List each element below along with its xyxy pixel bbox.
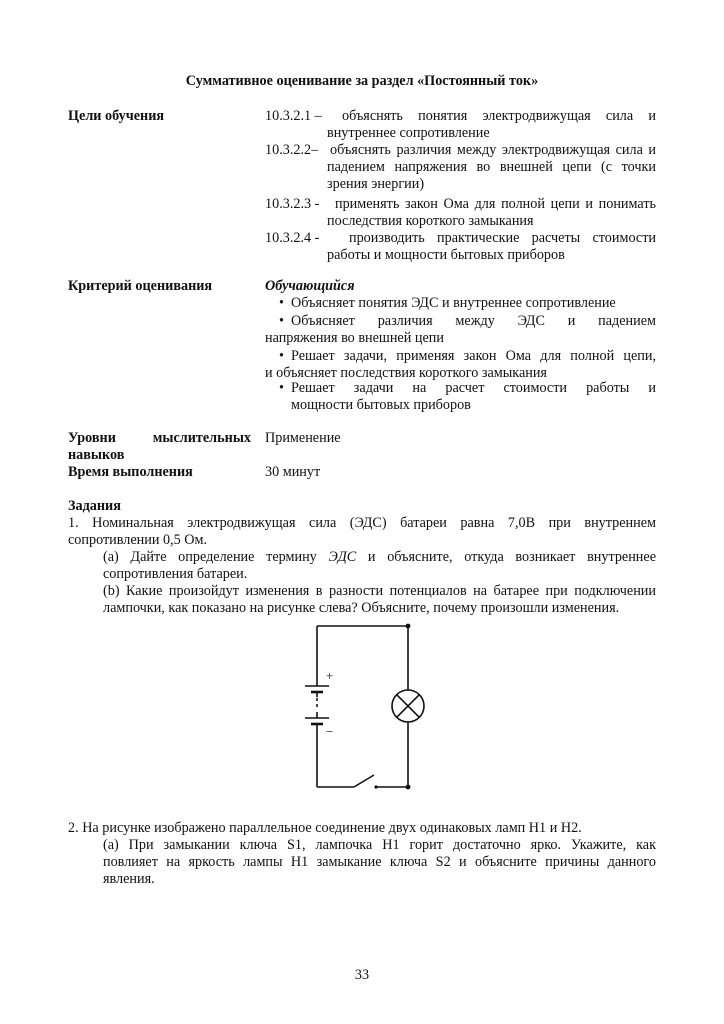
task2-line1: 2. На рисунке изображено параллельное соединение двух одинаковых ламп H1 и H2.: [68, 820, 582, 836]
lamp-icon: [392, 690, 424, 722]
battery-plus-label: +: [326, 668, 334, 683]
tasks-heading: Задания: [68, 498, 121, 514]
criteria-bullet-3-line1: Решает задачи, применяя закон Ома для полной цепи,: [291, 348, 656, 364]
task2-a-line1: (a) При замыкании ключа S1, лампочка H1 горит достаточно ярко. Укажите, как: [103, 837, 656, 853]
goal-3-text-line2: последствия короткого замыкания: [327, 213, 534, 229]
criteria-subject: Обучающийся: [265, 278, 355, 294]
goal-3-text-line1: применять закон Ома для полной цепи и понимать: [335, 196, 656, 212]
switch-blade: [354, 775, 374, 787]
page-title: Суммативное оценивание за раздел «Постоянный ток»: [185, 73, 539, 89]
goal-4-code: 10.3.2.4 -: [265, 230, 320, 246]
task2-a-line2: повлияет на яркость лампы H1 замыкание ключа S2 и объясните причины данного: [103, 854, 656, 870]
emf-term: ЭДС: [328, 549, 357, 565]
criteria-bullet-3-line2: и объясняет последствия короткого замыкания: [265, 365, 547, 381]
page-number: 33: [354, 967, 370, 983]
criteria-bullet-2-line2: напряжения во внешней цепи: [265, 330, 444, 346]
task1-b-line2: лампочки, как показано на рисунке слева? Объясните, почему произошли изменения.: [103, 600, 620, 616]
goal-3-code: 10.3.2.3 -: [265, 196, 320, 212]
goals-label: Цели обучения: [68, 108, 165, 124]
goal-1-text-line2: внутреннее сопротивление: [327, 125, 490, 141]
criteria-bullet-1-line1: Объясняет понятия ЭДС и внутреннее сопротивление: [291, 295, 616, 311]
task1-a-line2: сопротивления батареи.: [103, 566, 248, 582]
time-value: 30 минут: [265, 464, 321, 480]
task1-line2: сопротивлении 0,5 Ом.: [68, 532, 208, 548]
criteria-label: Критерий оценивания: [68, 278, 213, 294]
goal-2-text-line2: падением напряжения во внешней цепи (с точки: [327, 159, 656, 175]
goal-2-text-line1: объяснять различия между электродвижущая сила и: [330, 142, 656, 158]
criteria-bullet-4-line1: Решает задачи на расчет стоимости работы и: [291, 380, 656, 396]
goal-4-text-line1: производить практические расчеты стоимости: [349, 230, 656, 246]
task1-b-line1: (b) Какие произойдут изменения в разности потенциалов на батарее при подключении: [103, 583, 656, 599]
battery-minus-label: −: [326, 724, 334, 739]
junction-bottom-right: [406, 785, 411, 790]
goal-1-code: 10.3.2.1 –: [265, 108, 322, 124]
bullet-icon: •: [279, 295, 284, 311]
criteria-bullet-2-line1: Объясняет различия между ЭДС и падением: [291, 313, 656, 329]
switch-contact: [374, 785, 377, 788]
task1-line1: 1. Номинальная электродвижущая сила (ЭДС) батареи равна 7,0В при внутреннем: [68, 515, 656, 531]
bullet-icon: •: [279, 313, 284, 329]
time-label: Время выполнения: [68, 464, 193, 480]
skills-label-line1: Уровни мыслительных: [68, 430, 251, 446]
task1-a-line1: (a) Дайте определение термину ЭДС и объясните, откуда возникает внутреннее: [103, 549, 656, 565]
goal-2-text-line3: зрения энергии): [327, 176, 425, 192]
skills-label-line2: навыков: [68, 447, 125, 463]
goal-2-code: 10.3.2.2–: [265, 142, 319, 158]
goal-4-text-line2: работы и мощности бытовых приборов: [327, 247, 565, 263]
bullet-icon: •: [279, 348, 284, 364]
bullet-icon: •: [279, 380, 284, 396]
criteria-bullet-4-line2: мощности бытовых приборов: [291, 397, 471, 413]
goal-1-text-line1: объяснять понятия электродвижущая сила и: [342, 108, 656, 124]
task2-a-line3: явления.: [103, 871, 155, 887]
junction-top-right: [406, 624, 411, 629]
skills-value: Применение: [265, 430, 341, 446]
